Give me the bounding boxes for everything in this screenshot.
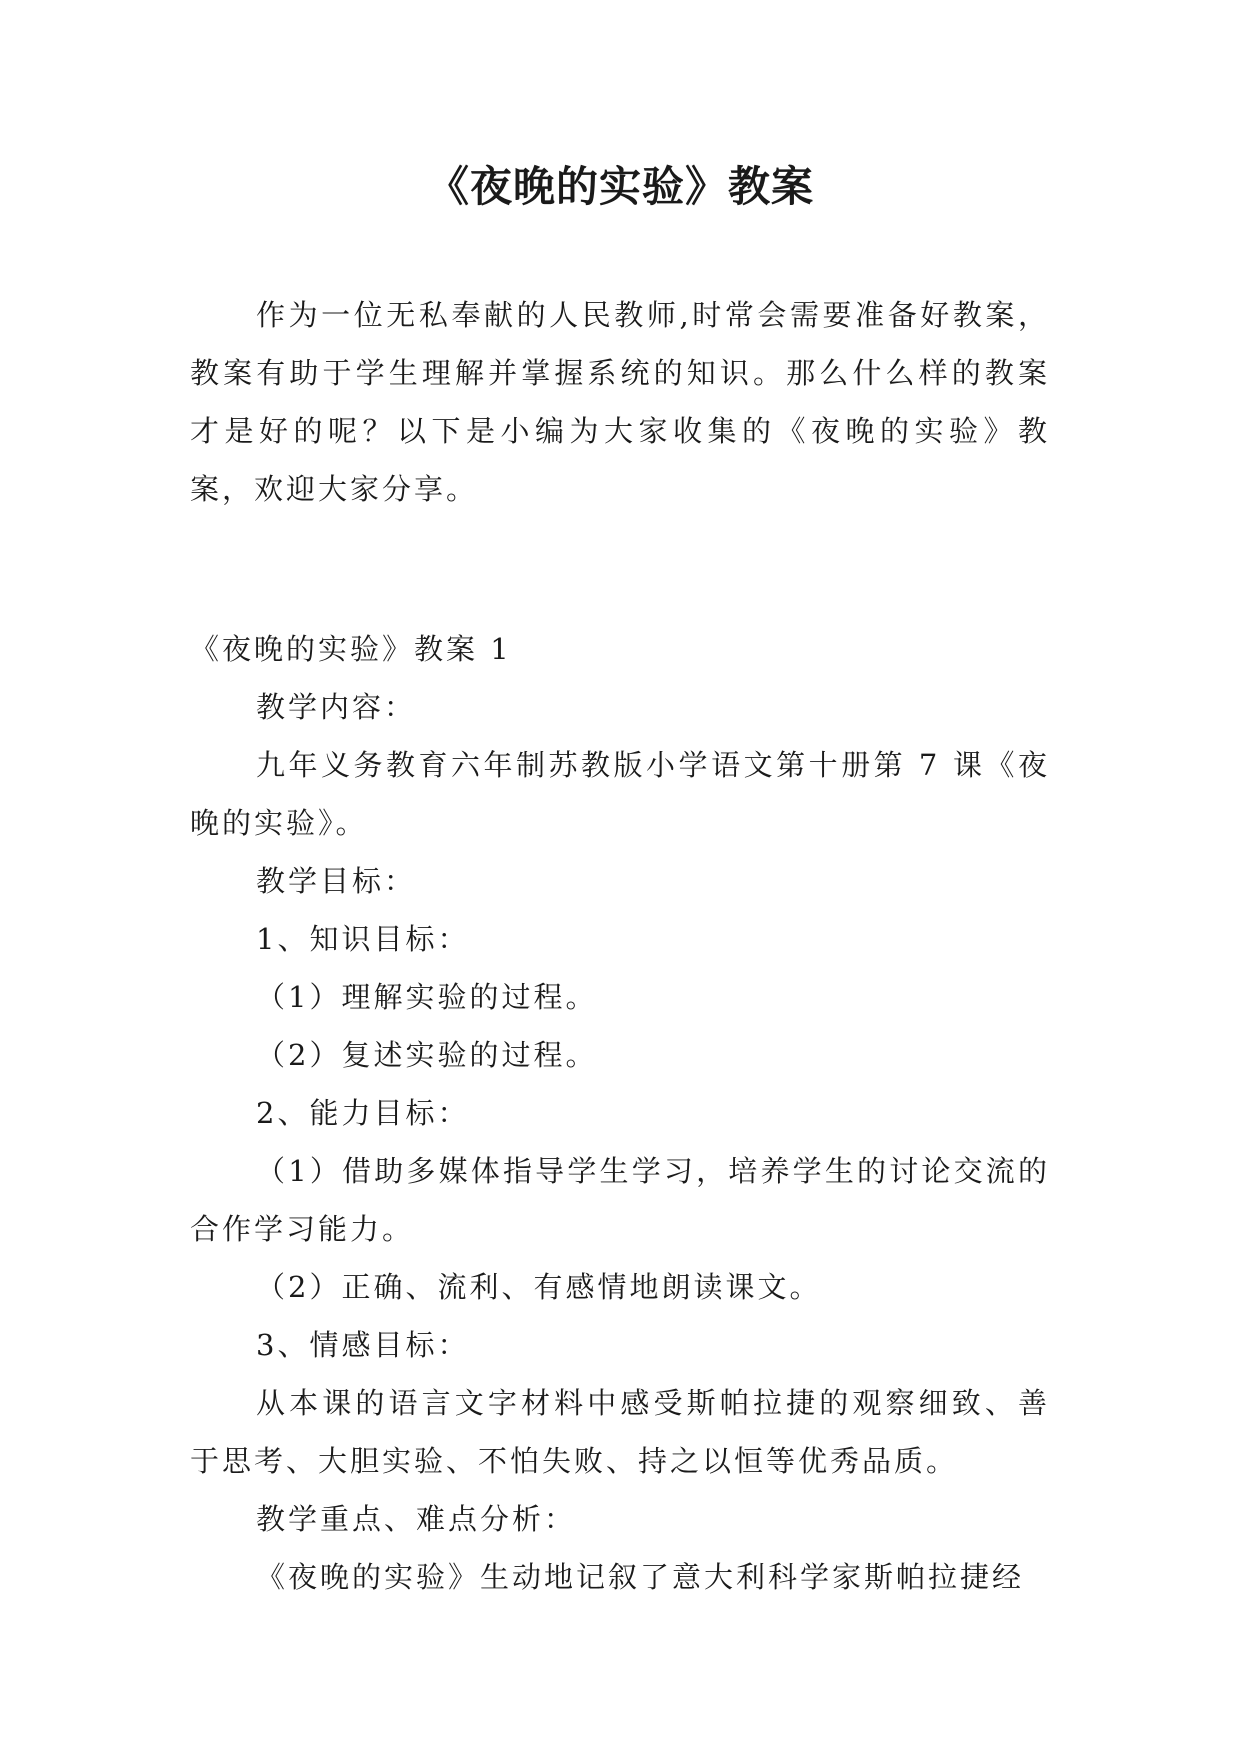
intro-paragraph: 作为一位无私奉献的人民教师,时常会需要准备好教案，教案有助于学生理解并掌握系统的知识。那么什么样的教案才是好的呢？以下是小编为大家收集的《夜晚的实验》教案，欢迎大家分享。: [190, 298, 1050, 506]
knowledge-goal-label: 1、知识目标：: [256, 922, 470, 956]
ability-goal-item-1: （1）借助多媒体指导学生学习，培养学生的讨论交流的合作学习能力。: [190, 1154, 1050, 1246]
knowledge-goal-item-2: （2）复述实验的过程。: [256, 1038, 598, 1072]
ability-goal-item-2: （2）正确、流利、有感情地朗读课文。: [256, 1270, 822, 1304]
teaching-goals-label: 教学目标：: [256, 864, 417, 898]
knowledge-goal-item-1: （1）理解实验的过程。: [256, 980, 598, 1014]
emotion-goal-label: 3、情感目标：: [256, 1328, 470, 1362]
key-points-label: 教学重点、难点分析：: [256, 1502, 577, 1536]
section-spacer: [190, 518, 1050, 620]
teaching-content-text: 九年义务教育六年制苏教版小学语文第十册第 7 课《夜晚的实验》。: [190, 748, 1050, 840]
teaching-content-label: 教学内容：: [256, 690, 417, 724]
ability-goal-label: 2、能力目标：: [256, 1096, 470, 1130]
document-body: [190, 286, 1050, 1606]
emotion-goal-text: 从本课的语言文字材料中感受斯帕拉捷的观察细致、善于思考、大胆实验、不怕失败、持之以恒等优秀品质。: [190, 1386, 1050, 1478]
key-points-text: 《夜晚的实验》生动地记叙了意大利科学家斯帕拉捷经: [256, 1560, 1025, 1594]
section-heading: 《夜晚的实验》教案 1: [190, 632, 512, 666]
document-title: 《夜晚的实验》教案: [426, 162, 814, 211]
